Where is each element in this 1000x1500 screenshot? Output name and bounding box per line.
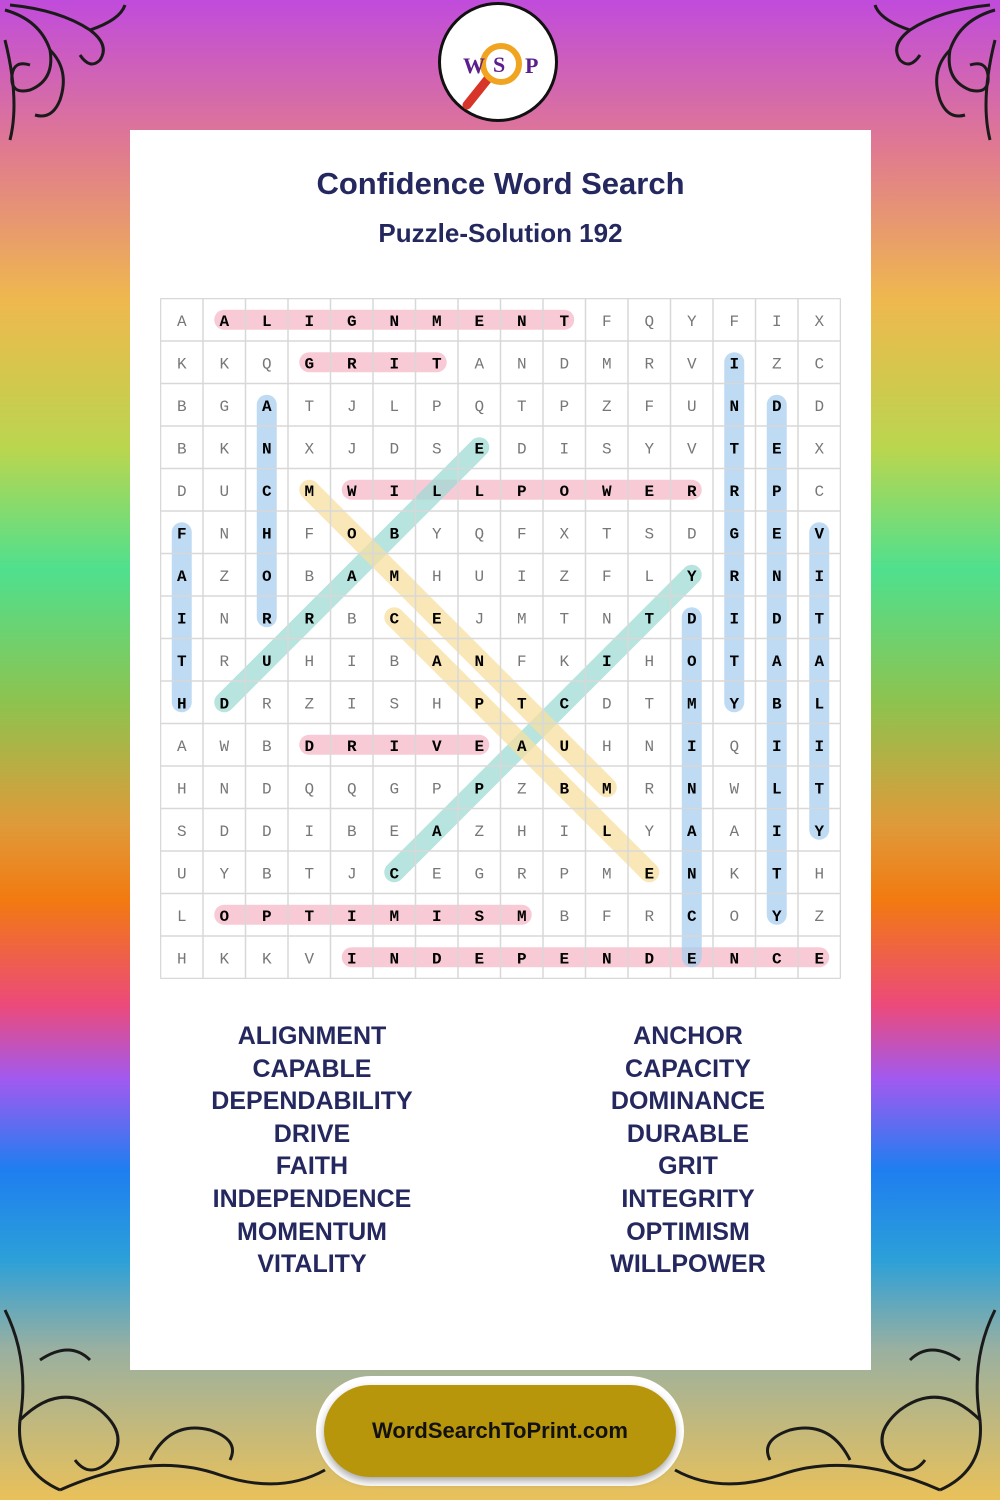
grid-letter: R bbox=[729, 482, 740, 501]
grid-letter: T bbox=[644, 610, 655, 629]
grid-letter: D bbox=[601, 695, 612, 714]
grid-letter: E bbox=[474, 440, 485, 459]
grid-letter: K bbox=[219, 440, 230, 459]
grid-letter: E bbox=[389, 822, 400, 841]
grid-letter: N bbox=[389, 312, 400, 331]
grid-letter: M bbox=[516, 907, 527, 926]
grid-letter: R bbox=[346, 355, 357, 374]
grid-letter: N bbox=[729, 397, 740, 416]
grid-letter: O bbox=[559, 482, 570, 501]
grid-letter: Z bbox=[814, 907, 825, 926]
grid-letter: D bbox=[176, 482, 187, 501]
grid-letter: A bbox=[431, 652, 442, 671]
grid-letter: Y bbox=[219, 865, 230, 884]
site-link-label: WordSearchToPrint.com bbox=[372, 1418, 628, 1443]
grid-letter: Y bbox=[686, 312, 697, 331]
grid-letter: C bbox=[389, 865, 400, 884]
grid-letter: O bbox=[261, 567, 272, 586]
grid-letter: I bbox=[729, 610, 740, 629]
grid-letter: I bbox=[601, 652, 612, 671]
grid-letter: V bbox=[304, 950, 315, 969]
grid-letter: A bbox=[346, 567, 357, 586]
grid-letter: E bbox=[474, 950, 485, 969]
grid-letter: R bbox=[686, 482, 697, 501]
grid-letter: K bbox=[219, 355, 230, 374]
grid-letter: A bbox=[261, 397, 272, 416]
grid-letter: P bbox=[516, 950, 527, 969]
grid-letter: O bbox=[686, 652, 697, 671]
grid-letter: T bbox=[644, 695, 655, 714]
grid-letter: T bbox=[771, 865, 782, 884]
grid-letter: A bbox=[219, 312, 230, 331]
grid-letter: M bbox=[601, 865, 612, 884]
grid-letter: T bbox=[814, 610, 825, 629]
grid-letter: F bbox=[516, 525, 527, 544]
grid-letter: G bbox=[729, 525, 740, 544]
grid-letter: E bbox=[644, 865, 655, 884]
grid-letter: I bbox=[814, 567, 825, 586]
grid-letter: A bbox=[176, 312, 187, 331]
grid-letter: P bbox=[261, 907, 272, 926]
grid-letter: C bbox=[686, 907, 697, 926]
grid-letter: D bbox=[771, 397, 782, 416]
grid-letter: S bbox=[431, 440, 442, 459]
grid-letter: B bbox=[559, 907, 570, 926]
grid-letter: S bbox=[644, 525, 655, 544]
grid-letter: I bbox=[686, 737, 697, 756]
grid-letter: D bbox=[389, 440, 400, 459]
grid-letter: L bbox=[389, 397, 400, 416]
site-link-button[interactable] bbox=[316, 1376, 684, 1486]
grid-letter: F bbox=[729, 312, 740, 331]
grid-letter: Q bbox=[261, 355, 272, 374]
grid-letter: B bbox=[346, 610, 357, 629]
word-list-right bbox=[498, 1020, 878, 1281]
grid-letter: D bbox=[771, 610, 782, 629]
grid-letter: I bbox=[346, 907, 357, 926]
grid-letter: I bbox=[729, 355, 740, 374]
grid-letter: P bbox=[559, 865, 570, 884]
grid-letter: H bbox=[601, 737, 612, 756]
grid-letter: U bbox=[176, 865, 187, 884]
grid-letter: L bbox=[261, 312, 272, 331]
grid-letter: X bbox=[304, 440, 315, 459]
grid-letter: J bbox=[346, 865, 357, 884]
grid-letter: H bbox=[176, 695, 187, 714]
grid-letter: Y bbox=[729, 695, 740, 714]
grid-letter: R bbox=[304, 610, 315, 629]
logo-letter: S bbox=[493, 52, 506, 77]
grid-letter: C bbox=[814, 482, 825, 501]
word-list-item: WILLPOWER bbox=[610, 1250, 766, 1279]
grid-letter: U bbox=[559, 737, 570, 756]
grid-letter: B bbox=[261, 737, 272, 756]
word-list-item: FAITH bbox=[275, 1152, 349, 1181]
grid-letter: I bbox=[304, 822, 315, 841]
grid-letter: I bbox=[346, 652, 357, 671]
grid-letter: G bbox=[219, 397, 230, 416]
grid-letter: Z bbox=[219, 567, 230, 586]
grid-letter: Y bbox=[686, 567, 697, 586]
grid-letter: N bbox=[219, 525, 230, 544]
grid-letter: N bbox=[389, 950, 400, 969]
grid-letter: P bbox=[474, 780, 485, 799]
grid-letter: A bbox=[771, 652, 782, 671]
grid-letter: C bbox=[261, 482, 272, 501]
word-list-item: CAPACITY bbox=[625, 1054, 751, 1083]
grid-letter: B bbox=[304, 567, 315, 586]
grid-letter: D bbox=[261, 822, 272, 841]
grid-letter: A bbox=[516, 737, 527, 756]
grid-letter: F bbox=[304, 525, 315, 544]
grid-letter: H bbox=[644, 652, 655, 671]
grid-letter: M bbox=[686, 695, 697, 714]
grid-letter: I bbox=[346, 695, 357, 714]
grid-letter: U bbox=[219, 482, 230, 501]
grid-letter: B bbox=[389, 525, 400, 544]
grid-letter: W bbox=[346, 482, 357, 501]
grid-letter: M bbox=[389, 567, 400, 586]
grid-letter: N bbox=[601, 950, 612, 969]
corner-flourish-icon bbox=[870, 0, 1000, 150]
grid-letter: Z bbox=[771, 355, 782, 374]
grid-letter: R bbox=[644, 780, 655, 799]
grid-letter: X bbox=[814, 440, 825, 459]
grid-letter: V bbox=[686, 355, 697, 374]
grid-letter: D bbox=[431, 950, 442, 969]
grid-letter: V bbox=[686, 440, 697, 459]
grid-letter: F bbox=[601, 907, 612, 926]
grid-letter: I bbox=[516, 567, 527, 586]
grid-letter: R bbox=[219, 652, 230, 671]
grid-letter: K bbox=[219, 950, 230, 969]
word-list-item: OPTIMISM bbox=[626, 1217, 750, 1246]
word-list-item: VITALITY bbox=[257, 1250, 367, 1279]
grid-letter: Y bbox=[771, 907, 782, 926]
grid-letter: N bbox=[601, 610, 612, 629]
grid-letter: Q bbox=[644, 312, 655, 331]
grid-letter: T bbox=[729, 440, 740, 459]
word-list-item: GRIT bbox=[658, 1152, 718, 1181]
grid-letter: V bbox=[431, 737, 442, 756]
word-list-item: INTEGRITY bbox=[621, 1184, 755, 1213]
grid-letter: K bbox=[261, 950, 272, 969]
grid-letter: J bbox=[346, 440, 357, 459]
grid-letter: C bbox=[389, 610, 400, 629]
grid-letter: E bbox=[559, 950, 570, 969]
grid-letter: T bbox=[559, 610, 570, 629]
grid-letter: F bbox=[644, 397, 655, 416]
grid-letter: M bbox=[431, 312, 442, 331]
grid-letter: N bbox=[729, 950, 740, 969]
grid-letter: D bbox=[559, 355, 570, 374]
grid-letter: E bbox=[686, 950, 697, 969]
grid-letter: L bbox=[814, 695, 825, 714]
grid-letter: T bbox=[304, 865, 315, 884]
grid-letter: C bbox=[559, 695, 570, 714]
grid-letter: L bbox=[771, 780, 782, 799]
grid-letter: C bbox=[771, 950, 782, 969]
grid-letter: G bbox=[389, 780, 400, 799]
grid-letter: B bbox=[176, 397, 187, 416]
grid-letter: F bbox=[516, 652, 527, 671]
grid-letter: K bbox=[176, 355, 187, 374]
logo-letter: P bbox=[525, 53, 539, 78]
grid-letter: L bbox=[474, 482, 485, 501]
grid-letter: Z bbox=[474, 822, 485, 841]
word-list-item: DOMINANCE bbox=[610, 1087, 766, 1116]
grid-letter: A bbox=[686, 822, 697, 841]
grid-letter: U bbox=[474, 567, 485, 586]
grid-letter: B bbox=[771, 695, 782, 714]
grid-letter: O bbox=[346, 525, 357, 544]
grid-letter: Q bbox=[304, 780, 315, 799]
grid-letter: E bbox=[474, 737, 485, 756]
grid-letter: I bbox=[389, 482, 400, 501]
page-subtitle: Puzzle-Solution 192 bbox=[378, 218, 623, 248]
grid-letter: U bbox=[686, 397, 697, 416]
grid-letter: K bbox=[559, 652, 570, 671]
logo-letter: W bbox=[463, 53, 485, 78]
word-list-item: MOMENTUM bbox=[237, 1217, 387, 1246]
grid-letter: K bbox=[729, 865, 740, 884]
corner-flourish-icon bbox=[0, 0, 130, 150]
grid-letter: C bbox=[814, 355, 825, 374]
grid-letter: R bbox=[261, 695, 272, 714]
grid-letter: H bbox=[814, 865, 825, 884]
grid-letter: D bbox=[814, 397, 825, 416]
grid-letter: N bbox=[516, 355, 527, 374]
grid-letter: M bbox=[389, 907, 400, 926]
grid-letter: E bbox=[431, 610, 442, 629]
grid-letter: P bbox=[431, 397, 442, 416]
grid-letter: I bbox=[771, 737, 782, 756]
grid-letter: A bbox=[431, 822, 442, 841]
grid-letter: U bbox=[261, 652, 272, 671]
grid-letter: D bbox=[686, 610, 697, 629]
grid-letter: Q bbox=[474, 397, 485, 416]
grid-letter: Q bbox=[474, 525, 485, 544]
grid-letter: J bbox=[346, 397, 357, 416]
word-search-grid bbox=[160, 298, 841, 979]
grid-letter: D bbox=[516, 440, 527, 459]
grid-letter: H bbox=[304, 652, 315, 671]
grid-letter: R bbox=[516, 865, 527, 884]
grid-letter: N bbox=[474, 652, 485, 671]
grid-letter: H bbox=[431, 567, 442, 586]
grid-letter: G bbox=[304, 355, 315, 374]
grid-letter: Y bbox=[431, 525, 442, 544]
grid-letter: T bbox=[516, 695, 527, 714]
grid-letter: I bbox=[814, 737, 825, 756]
grid-letter: D bbox=[261, 780, 272, 799]
grid-letter: E bbox=[644, 482, 655, 501]
grid-letter: M bbox=[304, 482, 315, 501]
grid-letter: Y bbox=[644, 440, 655, 459]
grid-letter: T bbox=[601, 525, 612, 544]
grid-letter: A bbox=[176, 737, 187, 756]
grid-letter: M bbox=[516, 610, 527, 629]
grid-letter: T bbox=[814, 780, 825, 799]
word-list-item: INDEPENDENCE bbox=[212, 1184, 412, 1213]
grid-letter: I bbox=[304, 312, 315, 331]
grid-letter: T bbox=[304, 907, 315, 926]
grid-letter: E bbox=[814, 950, 825, 969]
grid-letter: P bbox=[431, 780, 442, 799]
grid-letter: N bbox=[219, 780, 230, 799]
grid-letter: E bbox=[771, 525, 782, 544]
grid-letter: F bbox=[601, 312, 612, 331]
grid-letter: O bbox=[729, 907, 740, 926]
grid-letter: P bbox=[516, 482, 527, 501]
grid-letter: D bbox=[219, 822, 230, 841]
grid-letter: H bbox=[516, 822, 527, 841]
grid-letter: H bbox=[176, 950, 187, 969]
grid-letter: N bbox=[771, 567, 782, 586]
word-list-item: DEPENDABILITY bbox=[211, 1087, 413, 1116]
grid-letter: N bbox=[644, 737, 655, 756]
grid-letter: I bbox=[559, 440, 570, 459]
grid-letter: R bbox=[644, 907, 655, 926]
site-link-pill[interactable] bbox=[324, 1385, 676, 1477]
grid-letter: Q bbox=[346, 780, 357, 799]
grid-letter: N bbox=[686, 780, 697, 799]
grid-letter: L bbox=[431, 482, 442, 501]
grid-letter: R bbox=[729, 567, 740, 586]
grid-letter: S bbox=[176, 822, 187, 841]
grid-letter: W bbox=[601, 482, 612, 501]
grid-letter: B bbox=[389, 652, 400, 671]
grid-letter: I bbox=[771, 312, 782, 331]
grid-letter: E bbox=[474, 312, 485, 331]
grid-letter: X bbox=[559, 525, 570, 544]
grid-letter: P bbox=[559, 397, 570, 416]
grid-letter: A bbox=[176, 567, 187, 586]
grid-letter: Z bbox=[601, 397, 612, 416]
grid-letter: I bbox=[771, 822, 782, 841]
grid-letter: L bbox=[176, 907, 187, 926]
grid-letter: J bbox=[474, 610, 485, 629]
grid-letter: D bbox=[644, 950, 655, 969]
grid-letter: B bbox=[346, 822, 357, 841]
grid-letter: I bbox=[176, 610, 187, 629]
grid-letter: L bbox=[644, 567, 655, 586]
grid-letter: X bbox=[814, 312, 825, 331]
word-list-left bbox=[122, 1020, 502, 1281]
grid-letter: T bbox=[729, 652, 740, 671]
site-logo[interactable] bbox=[438, 2, 558, 122]
grid-letter: S bbox=[389, 695, 400, 714]
grid-letter: D bbox=[219, 695, 230, 714]
grid-letter: T bbox=[304, 397, 315, 416]
grid-letter: H bbox=[261, 525, 272, 544]
grid-letter: I bbox=[431, 907, 442, 926]
word-list-item: CAPABLE bbox=[252, 1054, 372, 1083]
grid-letter: P bbox=[771, 482, 782, 501]
grid-letter: B bbox=[176, 440, 187, 459]
grid-letter: A bbox=[729, 822, 740, 841]
grid-letter: W bbox=[729, 780, 740, 799]
grid-letter: F bbox=[176, 525, 187, 544]
grid-letter: I bbox=[346, 950, 357, 969]
grid-letter: H bbox=[431, 695, 442, 714]
word-list-item: DURABLE bbox=[626, 1119, 750, 1148]
grid-letter: Z bbox=[559, 567, 570, 586]
grid-letter: T bbox=[176, 652, 187, 671]
grid-letter: E bbox=[771, 440, 782, 459]
word-list-item: ANCHOR bbox=[633, 1022, 743, 1050]
grid-letter: Z bbox=[304, 695, 315, 714]
grid-letter: R bbox=[644, 355, 655, 374]
grid-letter: I bbox=[389, 737, 400, 756]
magnifier-icon bbox=[441, 5, 555, 119]
page-title: Confidence Word Search bbox=[316, 166, 685, 201]
grid-letter: W bbox=[219, 737, 230, 756]
grid-letter: A bbox=[474, 355, 485, 374]
grid-letter: B bbox=[261, 865, 272, 884]
grid-letter: T bbox=[516, 397, 527, 416]
grid-letter: V bbox=[814, 525, 825, 544]
grid-letter: I bbox=[559, 822, 570, 841]
grid-letter: N bbox=[516, 312, 527, 331]
grid-letter: N bbox=[219, 610, 230, 629]
grid-letter: P bbox=[474, 695, 485, 714]
word-list-item: ALIGNMENT bbox=[237, 1022, 387, 1050]
grid-letter: L bbox=[601, 822, 612, 841]
grid-letter: A bbox=[814, 652, 825, 671]
grid-letter: N bbox=[686, 865, 697, 884]
grid-letter: S bbox=[601, 440, 612, 459]
grid-letter: F bbox=[601, 567, 612, 586]
grid-letter: D bbox=[304, 737, 315, 756]
grid-letter: M bbox=[601, 780, 612, 799]
grid-letter: N bbox=[261, 440, 272, 459]
grid-letter: Y bbox=[644, 822, 655, 841]
grid-letter: Q bbox=[729, 737, 740, 756]
grid-letter: S bbox=[474, 907, 485, 926]
grid-letter: B bbox=[559, 780, 570, 799]
grid-letter: H bbox=[176, 780, 187, 799]
grid-letter: I bbox=[389, 355, 400, 374]
grid-letter: R bbox=[346, 737, 357, 756]
grid-letter: T bbox=[431, 355, 442, 374]
grid-letter: G bbox=[346, 312, 357, 331]
grid-letter: Y bbox=[814, 822, 825, 841]
word-list-item: DRIVE bbox=[273, 1119, 351, 1148]
grid-letter: G bbox=[474, 865, 485, 884]
grid-letter: O bbox=[219, 907, 230, 926]
grid-letter: T bbox=[559, 312, 570, 331]
grid-letter: M bbox=[601, 355, 612, 374]
grid-letter: R bbox=[261, 610, 272, 629]
grid-letter: Z bbox=[516, 780, 527, 799]
grid-letter: E bbox=[431, 865, 442, 884]
grid-letter: D bbox=[686, 525, 697, 544]
